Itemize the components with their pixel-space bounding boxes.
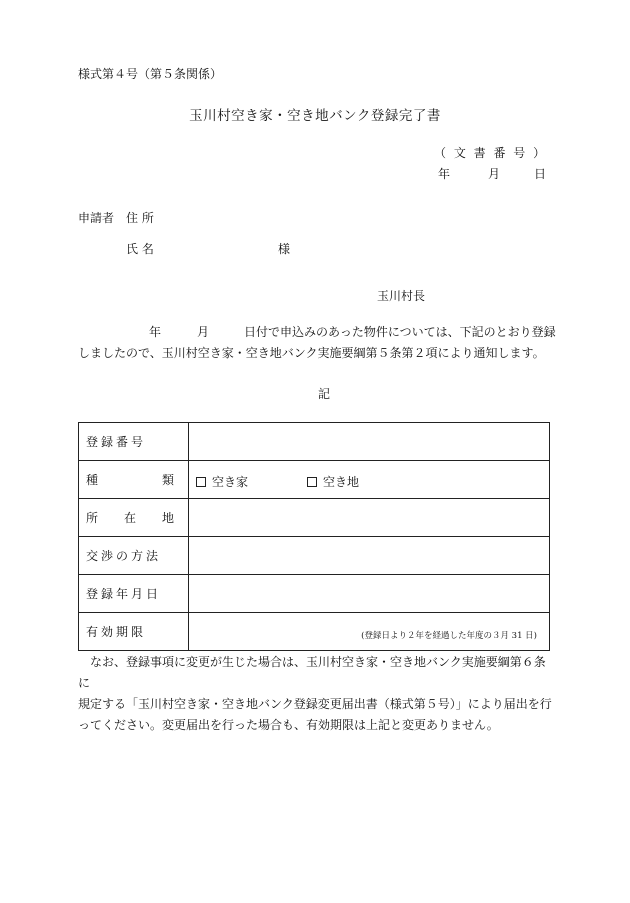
- body-line2: しましたので、玉川村空き家・空き地バンク実施要綱第５条第２項により通知します。: [78, 346, 545, 360]
- document-title: 玉川村空き家・空き地バンク登録完了書: [189, 108, 441, 124]
- type-value: [189, 461, 550, 499]
- type-label: 種 類: [79, 461, 189, 499]
- location-label: 所 在 地: [79, 499, 189, 537]
- type-option-akiya[interactable]: 空き家: [196, 473, 248, 490]
- date-day: 日: [534, 167, 547, 181]
- table-row: [79, 575, 550, 613]
- footer-line-1: なお、登録事項に変更が生じた場合は、玉川村空き家・空き地バンク実施要綱第６条に: [78, 655, 546, 690]
- expiry-note: (登録日より２年を経過した年度の３月 31 日): [361, 631, 537, 641]
- body-line1: 日付で申込みのあった物件については、下記のとおり登録: [244, 325, 556, 339]
- footer-paragraph: [78, 652, 552, 736]
- reg-number-label: 登録番号: [79, 423, 189, 461]
- negotiation-label: 交渉の方法: [79, 537, 189, 575]
- checkbox-icon[interactable]: [196, 477, 206, 487]
- body-month: 月: [197, 325, 210, 339]
- reg-date-value: [189, 575, 550, 613]
- expiry-value: [189, 613, 550, 651]
- name-label: 氏 名: [126, 242, 154, 256]
- doc-number: （ 文 書 番 号 ）: [434, 146, 548, 160]
- table-row: [79, 461, 550, 499]
- issuer: 玉川村長: [377, 289, 426, 303]
- table-row: [79, 499, 550, 537]
- reg-number-value: [189, 423, 550, 461]
- table-row: [79, 537, 550, 575]
- expiry-label: 有効期限: [79, 613, 189, 651]
- negotiation-value: [189, 537, 550, 575]
- form-number: 様式第４号（第５条関係）: [78, 67, 223, 81]
- address-label: 住 所: [126, 211, 154, 225]
- registration-table: [78, 422, 550, 651]
- table-row: [79, 613, 550, 651]
- body-year: 年: [149, 325, 162, 339]
- date-month: 月: [488, 167, 501, 181]
- applicant-label: 申請者: [78, 211, 115, 225]
- table-row: [79, 423, 550, 461]
- checkbox-icon[interactable]: [307, 477, 317, 487]
- date-year: 年: [438, 167, 451, 181]
- reg-date-label: 登録年月日: [79, 575, 189, 613]
- location-value: [189, 499, 550, 537]
- footer-line-2: 規定する「玉川村空き家・空き地バンク登録変更届出書（様式第５号）」により届出を行: [78, 697, 552, 711]
- type-option-akichi[interactable]: 空き地: [307, 473, 359, 490]
- ki-heading: 記: [318, 387, 331, 401]
- footer-line-3: ってください。変更届出を行った場合も、有効期限は上記と変更ありません。: [78, 718, 499, 732]
- honorific: 様: [278, 242, 291, 256]
